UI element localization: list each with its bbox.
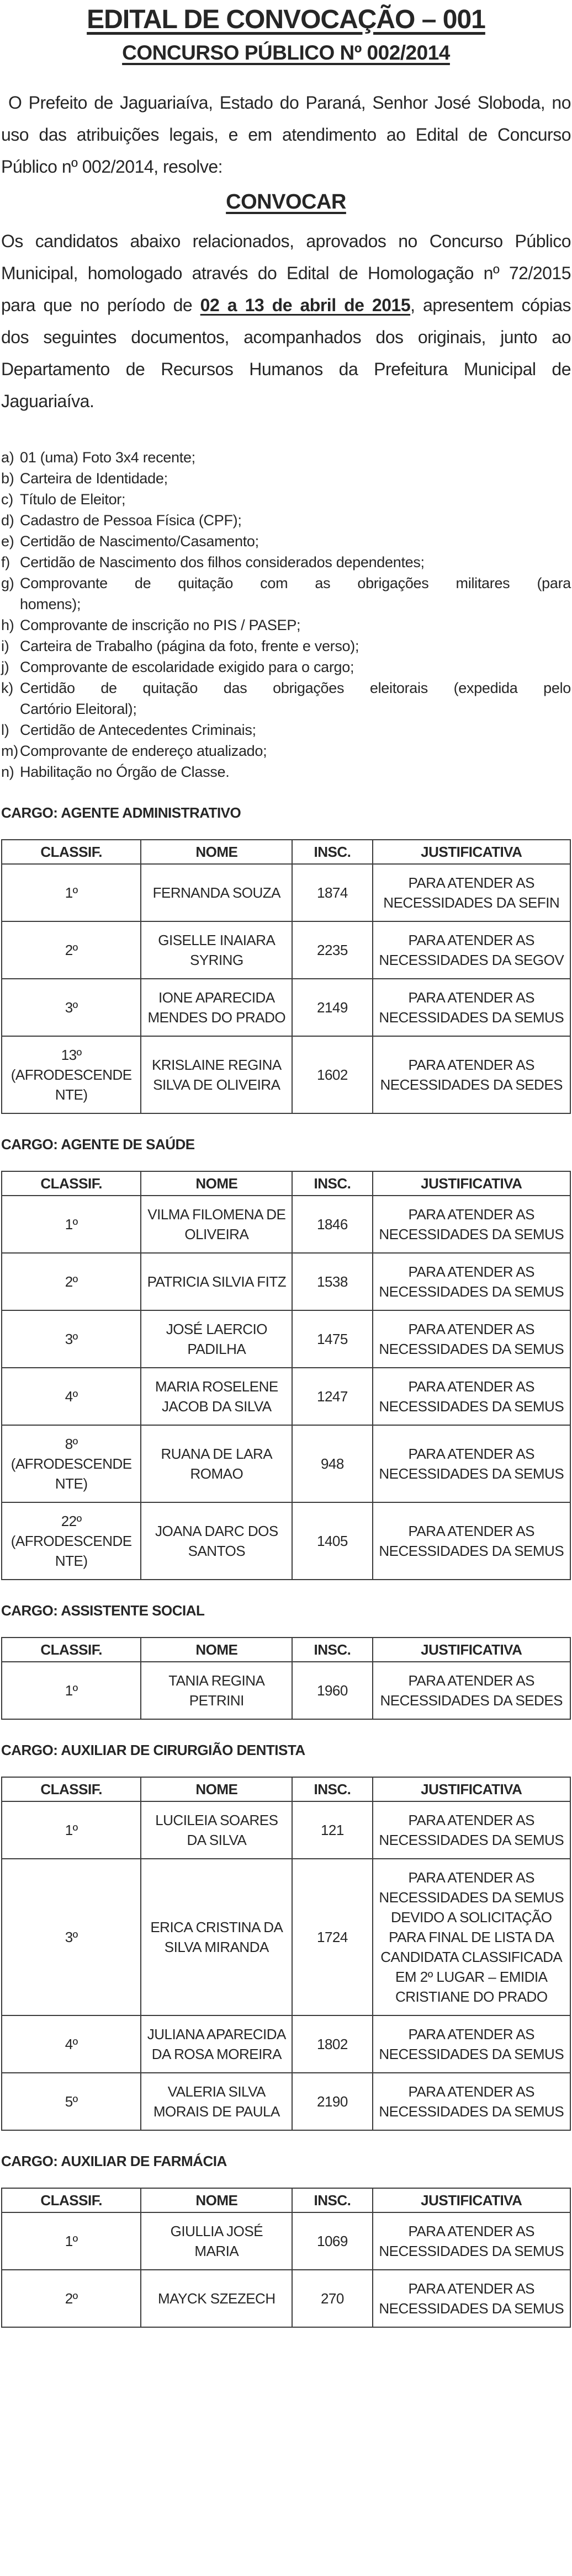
list-item-text bbox=[20, 468, 571, 489]
list-item-text bbox=[20, 678, 571, 719]
intro-paragraph bbox=[1, 87, 571, 183]
list-item-letter: b) bbox=[1, 470, 14, 487]
list-item-text bbox=[20, 657, 571, 678]
list-item-letter: d) bbox=[1, 512, 14, 529]
cell-nome: LUCILEIA SOARES DA SILVA bbox=[141, 1801, 292, 1859]
list-item-text bbox=[20, 531, 571, 552]
cell-justificativa: PARA ATENDER AS NECESSIDADES DA SEMUS bbox=[373, 1801, 570, 1859]
list-item bbox=[1, 657, 571, 678]
cell-justificativa: PARA ATENDER AS NECESSIDADES DA SEDES bbox=[373, 1036, 570, 1113]
table-row bbox=[2, 1368, 570, 1425]
table-body bbox=[2, 2212, 570, 2327]
list-item-letter: e) bbox=[1, 533, 14, 550]
table-body bbox=[2, 1196, 570, 1580]
cell-insc: 2235 bbox=[292, 921, 372, 979]
list-item-text bbox=[20, 573, 571, 615]
cargo-heading: CARGO: AGENTE DE SAÚDE bbox=[1, 1136, 195, 1153]
column-header: NOME bbox=[141, 2188, 292, 2212]
list-item bbox=[1, 489, 571, 510]
cell-nome: MAYCK SZEZECH bbox=[141, 2270, 292, 2327]
cell-classif: 1º bbox=[2, 1196, 141, 1253]
list-item bbox=[1, 740, 571, 761]
cell-nome: JOANA DARC DOS SANTOS bbox=[141, 1502, 292, 1580]
cell-nome: FERNANDA SOUZA bbox=[141, 864, 292, 921]
list-item-letter: n) bbox=[1, 764, 14, 780]
job-section bbox=[1, 1136, 571, 1580]
table-header-row bbox=[2, 2188, 570, 2212]
cell-classif: 1º bbox=[2, 2212, 141, 2270]
text-line: O Prefeito de Jaguariaíva, Estado do Paraná, Senhor José Sloboda, no bbox=[8, 93, 571, 113]
cell-justificativa: PARA ATENDER AS NECESSIDADES DA SEMUS bbox=[373, 1502, 570, 1580]
list-item-letter: k) bbox=[1, 680, 13, 696]
cell-insc: 1602 bbox=[292, 1036, 372, 1113]
list-item-text bbox=[20, 447, 571, 468]
table-header-row bbox=[2, 1638, 570, 1662]
cell-classif: 5º bbox=[2, 2073, 141, 2130]
cell-justificativa: PARA ATENDER AS NECESSIDADES DA SEMUS bbox=[373, 1253, 570, 1310]
text-line: dos seguintes documentos, acompanhados dos originais, junto ao bbox=[1, 327, 571, 347]
text-line: Comprovante de escolaridade exigido para o cargo; bbox=[20, 659, 354, 675]
table-body bbox=[2, 864, 570, 1113]
table-row bbox=[2, 1859, 570, 2015]
column-header: INSC. bbox=[292, 840, 372, 864]
list-item bbox=[1, 678, 571, 719]
list-item-text bbox=[20, 552, 571, 573]
cell-nome: GIULLIA JOSÉ MARIA bbox=[141, 2212, 292, 2270]
list-item bbox=[1, 719, 571, 740]
cell-justificativa: PARA ATENDER AS NECESSIDADES DA SEMUS bbox=[373, 1425, 570, 1502]
cell-justificativa: PARA ATENDER AS NECESSIDADES DA SEMUS bbox=[373, 979, 570, 1036]
list-item bbox=[1, 573, 571, 615]
list-item bbox=[1, 615, 571, 636]
cell-insc: 1724 bbox=[292, 1859, 372, 2015]
cell-insc: 270 bbox=[292, 2270, 372, 2327]
candidates-table bbox=[1, 1171, 571, 1580]
cell-classif: 4º bbox=[2, 1368, 141, 1425]
candidates-table bbox=[1, 1637, 571, 1720]
text-line: Comprovante de endereço atualizado; bbox=[20, 743, 267, 759]
table-row bbox=[2, 2015, 570, 2073]
candidates-table bbox=[1, 839, 571, 1114]
cell-justificativa: PARA ATENDER AS NECESSIDADES DA SEMUS bbox=[373, 2073, 570, 2130]
cell-insc: 1069 bbox=[292, 2212, 372, 2270]
list-item bbox=[1, 552, 571, 573]
text-run: para que no período de bbox=[1, 295, 200, 315]
column-header: JUSTIFICATIVA bbox=[373, 1777, 570, 1801]
cell-classif: 1º bbox=[2, 864, 141, 921]
text-line: Os candidatos abaixo relacionados, aprovados no Concurso Público bbox=[1, 231, 571, 251]
cell-nome: MARIA ROSELENE JACOB DA SILVA bbox=[141, 1368, 292, 1425]
cell-classif: 3º bbox=[2, 979, 141, 1036]
convocation-paragraph bbox=[1, 225, 571, 417]
list-item bbox=[1, 531, 571, 552]
text-line: 01 (uma) Foto 3x4 recente; bbox=[20, 449, 195, 466]
job-section bbox=[1, 1602, 571, 1720]
cell-justificativa: PARA ATENDER AS NECESSIDADES DA SEMUS bbox=[373, 1196, 570, 1253]
list-item-text bbox=[20, 636, 571, 657]
cell-nome: KRISLAINE REGINA SILVA DE OLIVEIRA bbox=[141, 1036, 292, 1113]
cargo-heading: CARGO: AUXILIAR DE CIRURGIÃO DENTISTA bbox=[1, 1742, 305, 1758]
cell-classif: 4º bbox=[2, 2015, 141, 2073]
cell-nome: VALERIA SILVA MORAIS DE PAULA bbox=[141, 2073, 292, 2130]
cell-classif: 8º (AFRODESCENDENTE) bbox=[2, 1425, 141, 1502]
column-header: JUSTIFICATIVA bbox=[373, 1171, 570, 1196]
text-line: Carteira de Trabalho (página da foto, frente e verso); bbox=[20, 638, 359, 654]
text-line: Municipal, homologado através do Edital de Homologação nº 72/2015 bbox=[1, 263, 571, 283]
cell-justificativa: PARA ATENDER AS NECESSIDADES DA SEMUS bbox=[373, 2212, 570, 2270]
cell-nome: JULIANA APARECIDA DA ROSA MOREIRA bbox=[141, 2015, 292, 2073]
cell-nome: JOSÉ LAERCIO PADILHA bbox=[141, 1310, 292, 1368]
cell-justificativa: PARA ATENDER AS NECESSIDADES DA SEMUS bbox=[373, 1310, 570, 1368]
column-header: CLASSIF. bbox=[2, 840, 141, 864]
table-body bbox=[2, 1801, 570, 2130]
list-item-letter: a) bbox=[1, 449, 14, 466]
text-run: , apresentem cópias bbox=[410, 295, 571, 315]
column-header: NOME bbox=[141, 1638, 292, 1662]
list-item-letter: m) bbox=[1, 743, 18, 759]
column-header: CLASSIF. bbox=[2, 1777, 141, 1801]
list-item-text bbox=[20, 740, 571, 761]
table-row bbox=[2, 1662, 570, 1719]
cell-insc: 1538 bbox=[292, 1253, 372, 1310]
job-section bbox=[1, 1742, 571, 2131]
text-line: Certidão de Nascimento dos filhos considerados dependentes; bbox=[20, 554, 425, 570]
text-line: Certidão de Nascimento/Casamento; bbox=[20, 533, 259, 550]
column-header: CLASSIF. bbox=[2, 1638, 141, 1662]
cell-insc: 1405 bbox=[292, 1502, 372, 1580]
cell-insc: 2149 bbox=[292, 979, 372, 1036]
document-subtitle: CONCURSO PÚBLICO Nº 002/2014 bbox=[122, 41, 450, 64]
cell-justificativa: PARA ATENDER AS NECESSIDADES DA SEFIN bbox=[373, 864, 570, 921]
list-item-letter: f) bbox=[1, 554, 10, 570]
cell-nome: ERICA CRISTINA DA SILVA MIRANDA bbox=[141, 1859, 292, 2015]
list-item bbox=[1, 468, 571, 489]
list-item-text bbox=[20, 761, 571, 782]
table-row bbox=[2, 1310, 570, 1368]
cell-justificativa: PARA ATENDER AS NECESSIDADES DA SEDES bbox=[373, 1662, 570, 1719]
cell-insc: 948 bbox=[292, 1425, 372, 1502]
table-header-row bbox=[2, 1777, 570, 1801]
table-row bbox=[2, 1196, 570, 1253]
list-item-letter: l) bbox=[1, 722, 9, 738]
cell-justificativa: PARA ATENDER AS NECESSIDADES DA SEGOV bbox=[373, 921, 570, 979]
text-line: Cadastro de Pessoa Física (CPF); bbox=[20, 512, 242, 529]
table-row bbox=[2, 979, 570, 1036]
cell-insc: 1802 bbox=[292, 2015, 372, 2073]
table-row bbox=[2, 864, 570, 921]
table-header bbox=[2, 1638, 570, 1662]
column-header: CLASSIF. bbox=[2, 1171, 141, 1196]
list-item bbox=[1, 510, 571, 531]
list-item-text bbox=[20, 489, 571, 510]
table-row bbox=[2, 1036, 570, 1113]
cell-classif: 13º (AFRODESCENDENTE) bbox=[2, 1036, 141, 1113]
list-item bbox=[1, 447, 571, 468]
cell-classif: 2º bbox=[2, 2270, 141, 2327]
cell-classif: 2º bbox=[2, 921, 141, 979]
text-line: homens); bbox=[20, 596, 81, 612]
cell-classif: 3º bbox=[2, 1859, 141, 2015]
column-header: JUSTIFICATIVA bbox=[373, 2188, 570, 2212]
text-line: Cartório Eleitoral); bbox=[20, 701, 137, 717]
column-header: INSC. bbox=[292, 1638, 372, 1662]
list-item-letter: i) bbox=[1, 638, 9, 654]
text-line: Jaguariaíva. bbox=[1, 391, 94, 411]
cargo-heading: CARGO: ASSISTENTE SOCIAL bbox=[1, 1602, 205, 1619]
text-line: Carteira de Identidade; bbox=[20, 470, 168, 487]
list-item bbox=[1, 636, 571, 657]
column-header: NOME bbox=[141, 1777, 292, 1801]
table-row bbox=[2, 1801, 570, 1859]
table-row bbox=[2, 2270, 570, 2327]
column-header: NOME bbox=[141, 1171, 292, 1196]
cell-nome: PATRICIA SILVIA FITZ bbox=[141, 1253, 292, 1310]
cell-classif: 1º bbox=[2, 1801, 141, 1859]
text-line: Habilitação no Órgão de Classe. bbox=[20, 764, 230, 780]
column-header: INSC. bbox=[292, 1777, 372, 1801]
table-row bbox=[2, 921, 570, 979]
column-header: INSC. bbox=[292, 2188, 372, 2212]
cargo-heading: CARGO: AUXILIAR DE FARMÁCIA bbox=[1, 2153, 227, 2169]
column-header: JUSTIFICATIVA bbox=[373, 1638, 570, 1662]
text-line: Título de Eleitor; bbox=[20, 491, 126, 508]
cell-nome: GISELLE INAIARA SYRING bbox=[141, 921, 292, 979]
cell-justificativa: PARA ATENDER AS NECESSIDADES DA SEMUS bbox=[373, 1368, 570, 1425]
table-row bbox=[2, 1253, 570, 1310]
cell-justificativa: PARA ATENDER AS NECESSIDADES DA SEMUS bbox=[373, 2015, 570, 2073]
cell-insc: 2190 bbox=[292, 2073, 372, 2130]
text-line bbox=[1, 289, 571, 321]
list-item bbox=[1, 761, 571, 782]
job-section bbox=[1, 804, 571, 1114]
text-line: Certidão de Antecedentes Criminais; bbox=[20, 722, 256, 738]
list-item-letter: g) bbox=[1, 575, 14, 591]
cell-insc: 1846 bbox=[292, 1196, 372, 1253]
cell-insc: 1475 bbox=[292, 1310, 372, 1368]
cell-classif: 3º bbox=[2, 1310, 141, 1368]
table-row bbox=[2, 2073, 570, 2130]
table-header bbox=[2, 2188, 570, 2212]
highlighted-date-range: 02 a 13 de abril de 2015 bbox=[200, 295, 411, 315]
text-line: Comprovante de quitação com as obrigações militares (para bbox=[20, 575, 571, 591]
convocar-heading: CONVOCAR bbox=[226, 190, 346, 214]
table-header bbox=[2, 1777, 570, 1801]
list-item-text bbox=[20, 719, 571, 740]
candidates-table bbox=[1, 1777, 571, 2131]
text-line: Comprovante de inscrição no PIS / PASEP; bbox=[20, 617, 301, 633]
job-sections bbox=[1, 804, 571, 2328]
cell-justificativa: PARA ATENDER AS NECESSIDADES DA SEMUS DEVIDO A SOLICITAÇÃO PARA FINAL DE LISTA DA CANDIDATA CLASSIFICADA EM 2º LUGAR – EMIDIA CRISTIANE DO PRADO bbox=[373, 1859, 570, 2015]
column-header: NOME bbox=[141, 840, 292, 864]
text-line: Público nº 002/2014, resolve: bbox=[1, 157, 223, 177]
cell-nome: TANIA REGINA PETRINI bbox=[141, 1662, 292, 1719]
column-header: CLASSIF. bbox=[2, 2188, 141, 2212]
job-section bbox=[1, 2153, 571, 2328]
table-header bbox=[2, 1171, 570, 1196]
list-item-letter: c) bbox=[1, 491, 13, 508]
cell-justificativa: PARA ATENDER AS NECESSIDADES DA SEMUS bbox=[373, 2270, 570, 2327]
cell-insc: 1960 bbox=[292, 1662, 372, 1719]
cell-insc: 1874 bbox=[292, 864, 372, 921]
table-body bbox=[2, 1662, 570, 1719]
list-item-text bbox=[20, 615, 571, 636]
required-documents-list bbox=[1, 447, 571, 782]
candidates-table bbox=[1, 2188, 571, 2328]
table-row bbox=[2, 2212, 570, 2270]
cell-classif: 1º bbox=[2, 1662, 141, 1719]
table-header-row bbox=[2, 840, 570, 864]
document-title: EDITAL DE CONVOCAÇÃO – 001 bbox=[87, 5, 485, 34]
table-row bbox=[2, 1502, 570, 1580]
table-header-row bbox=[2, 1171, 570, 1196]
text-line: Departamento de Recursos Humanos da Prefeitura Municipal de bbox=[1, 359, 571, 379]
list-item-text bbox=[20, 510, 571, 531]
cell-insc: 1247 bbox=[292, 1368, 372, 1425]
cell-nome: VILMA FILOMENA DE OLIVEIRA bbox=[141, 1196, 292, 1253]
cell-insc: 121 bbox=[292, 1801, 372, 1859]
text-line: uso das atribuições legais, e em atendimento ao Edital de Concurso bbox=[1, 125, 571, 145]
cargo-heading: CARGO: AGENTE ADMINISTRATIVO bbox=[1, 804, 241, 821]
column-header: INSC. bbox=[292, 1171, 372, 1196]
cell-nome: IONE APARECIDA MENDES DO PRADO bbox=[141, 979, 292, 1036]
table-header bbox=[2, 840, 570, 864]
column-header: JUSTIFICATIVA bbox=[373, 840, 570, 864]
list-item-letter: j) bbox=[1, 659, 9, 675]
list-item-letter: h) bbox=[1, 617, 14, 633]
cell-classif: 2º bbox=[2, 1253, 141, 1310]
cell-nome: RUANA DE LARA ROMAO bbox=[141, 1425, 292, 1502]
table-row bbox=[2, 1425, 570, 1502]
cell-classif: 22º (AFRODESCENDENTE) bbox=[2, 1502, 141, 1580]
text-line: Certidão de quitação das obrigações eleitorais (expedida pelo bbox=[20, 680, 571, 696]
